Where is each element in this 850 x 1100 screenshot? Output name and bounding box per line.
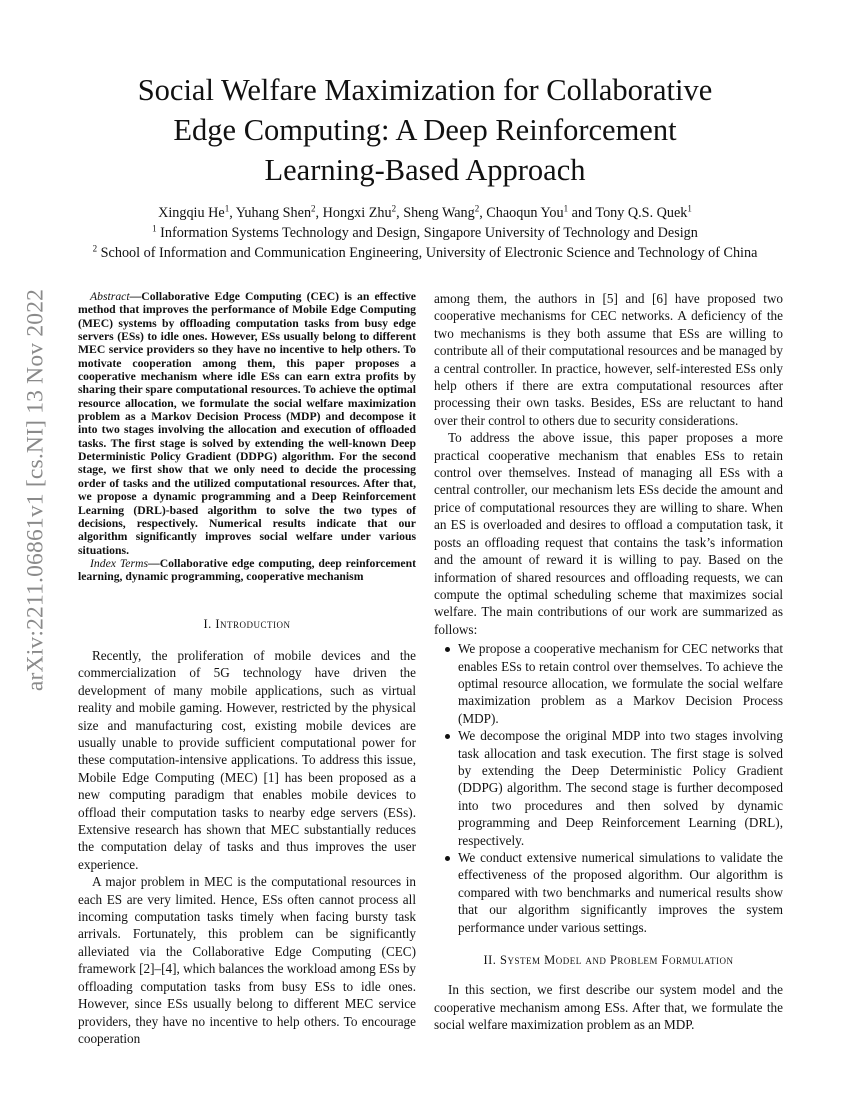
arxiv-id: arXiv:2211.06861v1 [cs.NI] 13 Nov 2022	[22, 288, 49, 692]
abstract-lead: Abstract	[90, 290, 130, 303]
title-line: Edge Computing: A Deep Reinforcement	[173, 113, 677, 147]
arxiv-stamp	[0, 0, 60, 1100]
author-name: Hongxi Zhu	[322, 205, 392, 221]
left-column	[78, 290, 416, 1047]
author-name: Tony Q.S. Quek	[595, 205, 688, 221]
list-item-text: We conduct extensive numerical simulations to validate the effectiveness of the proposed algorithm. Our algorithm is compared with two benchmarks and numerical results show that our algorithm significantly improves the system performance under various settings.	[458, 850, 783, 935]
abstract	[78, 290, 416, 557]
bullet-icon	[445, 734, 450, 739]
author-name: Chaoqun You	[486, 205, 564, 221]
affiliation-line	[60, 243, 790, 263]
affiliation-number: 1	[152, 223, 157, 234]
author-list: Xingqiu He$^1$, Yuhang Shen$^2$, Hongxi Zhu$^2$, Sheng Wang$^2$, Chaoqun You$^1$ and Tony Q.S. Quek$^1$	[158, 203, 692, 221]
bullet-icon	[445, 856, 450, 861]
list-item-text: We propose a cooperative mechanism for CEC networks that enables ESs to retain control over themselves. To achieve the optimal resource allocation, we formulate the social welfare maximization problem as a Markov Decision Process (MDP).	[458, 641, 783, 726]
body-paragraph: In this section, we first describe our system model and the cooperative mechanism among ESs. After that, we formulate the social welfare maximization problem as an MDP.	[434, 982, 783, 1033]
body-paragraph: among them, the authors in [5] and [6] have proposed two cooperative mechanisms for CEC networks. A deficiency of the two mechanisms is they both assume that ESs are willing to contribute all of their computational resources and be managed by a central controller. In practice, however, self-interested ESs only help others if there are extra computational resources after processing their own tasks. Besides, ESs are reluctant to hand over their control to others due to security considerations.	[434, 291, 783, 428]
body-paragraph: To address the above issue, this paper proposes a more practical cooperative mechanism that enables ESs to retain control over themselves. Instead of managing all ESs with a central controller, our mechanism lets ESs decide the amount and price of computational resources they are willing to share. When an ES is overloaded and desires to offload a computation task, it posts an offloading request that contains the task’s information and the amount of reward it is willing to pay. Based on the information of shared resources and offloading requests, we can compute the optimal scheduling scheme that maximizes social welfare. The main contributions of our work are summarized as follows:	[434, 430, 783, 637]
bullet-icon	[445, 647, 450, 652]
body-paragraph: A major problem in MEC is the computational resources in each ES are very limited. Hence, ESs often cannot process all incoming computation tasks timely when facing bursty task arrivals. Fortunately, this problem can be significantly alleviated via the Collaborative Edge Computing (CEC) framework [2]–[4], which balances the workload among ESs by offloading computation tasks from busy ESs to idle ones. However, since ESs usually belong to different MEC service providers, they have no incentive to help others. To encourage cooperation	[78, 874, 417, 1046]
author-affiliation-mark: 2	[311, 203, 316, 214]
author-affiliation-mark: 2	[391, 203, 397, 214]
paper-title	[95, 70, 755, 190]
author-affiliation-mark: 2	[474, 203, 480, 214]
author-affiliation-mark: 1	[687, 203, 692, 214]
section-heading: I. Introduction	[203, 616, 291, 631]
title-line: Learning-Based Approach	[264, 153, 586, 187]
abstract-text: —Collaborative Edge Computing (CEC) is an effective method that improves the performance of Mobile Edge Computing (MEC) systems by offloading computation tasks from busy edge servers (ESs) to idle ones. However, ESs usually belong to different MEC service providers so they have no incentive to help others. To motivate cooperation among them, this paper proposes a cooperative mechanism where idle ESs can earn extra profits by sharing their spare computational resources. To achieve the optimal resource allocation, we formulate the social welfare maximization problem as a Markov Decision Process (MDP) and decompose it into two stages involving the allocation and execution of offloaded tasks. The first stage is solved by extending the well-known Deep Deterministic Policy Gradient (DDPG) algorithm. For the second stage, we first show that we only need to decide the processing order of tasks and the utilized computational resources. After that, we propose a dynamic programming and a Deep Reinforcement Learning (DRL)-based algorithm to solve the two types of decisions, respectively. Numerical results indicate that our algorithm significantly improves social welfare under various situations.	[78, 290, 416, 557]
affiliation-text: School of Information and Communication Engineering, University of Electronic Science and Technology of China	[100, 245, 758, 261]
list-item	[434, 640, 783, 727]
affiliation-number: 2	[92, 243, 98, 254]
author-name: Yuhang Shen	[235, 205, 312, 221]
author-block	[60, 203, 790, 263]
contribution-list	[434, 640, 783, 936]
author-affiliation-mark: 1	[224, 203, 230, 214]
index-terms	[78, 557, 416, 584]
index-terms-lead: Index Terms	[90, 556, 148, 570]
list-item	[434, 849, 783, 936]
index-terms-text: —Collaborative edge computing, deep reinforcement learning, dynamic programming, cooperative mechanism	[78, 556, 416, 584]
body-paragraph: Recently, the proliferation of mobile devices and the commercialization of 5G technology have driven the development of many mobile applications, such as virtual reality and mobile gaming. However, restricted by the physical size and manufacturing cost, existing mobile devices are usually unable to provide sufficient computational power for these computation-intensive applications. To address this issue, Mobile Edge Computing (MEC) [1] has been proposed as a new computing paradigm that enables mobile devices to offload their computation tasks to nearby edge servers (ESs). Extensive research has shown that MEC substantially reduces the computation delay of tasks and thus improves the user experience.	[78, 647, 416, 872]
section-heading: II. System Model and Problem Formulation	[483, 953, 734, 968]
right-column	[434, 290, 783, 1034]
list-item	[434, 727, 783, 849]
list-item-text: We decompose the original MDP into two stages involving task allocation and task execution. The first stage is solved by extending the Deep Deterministic Policy Gradient (DDPG) algorithm. The second stage is further decomposed into two procedures and then solved by dynamic programming and Deep Reinforcement Learning (DRL), respectively.	[458, 728, 783, 848]
author-affiliation-mark: 1	[563, 203, 569, 214]
affiliation-line	[60, 223, 790, 243]
author-name: Sheng Wang	[403, 205, 475, 221]
author-name: Xingqiu He	[158, 205, 225, 221]
title-line: Social Welfare Maximization for Collaborative	[137, 73, 713, 107]
affiliation-text: Information Systems Technology and Design, Singapore University of Technology and Design	[160, 225, 698, 241]
